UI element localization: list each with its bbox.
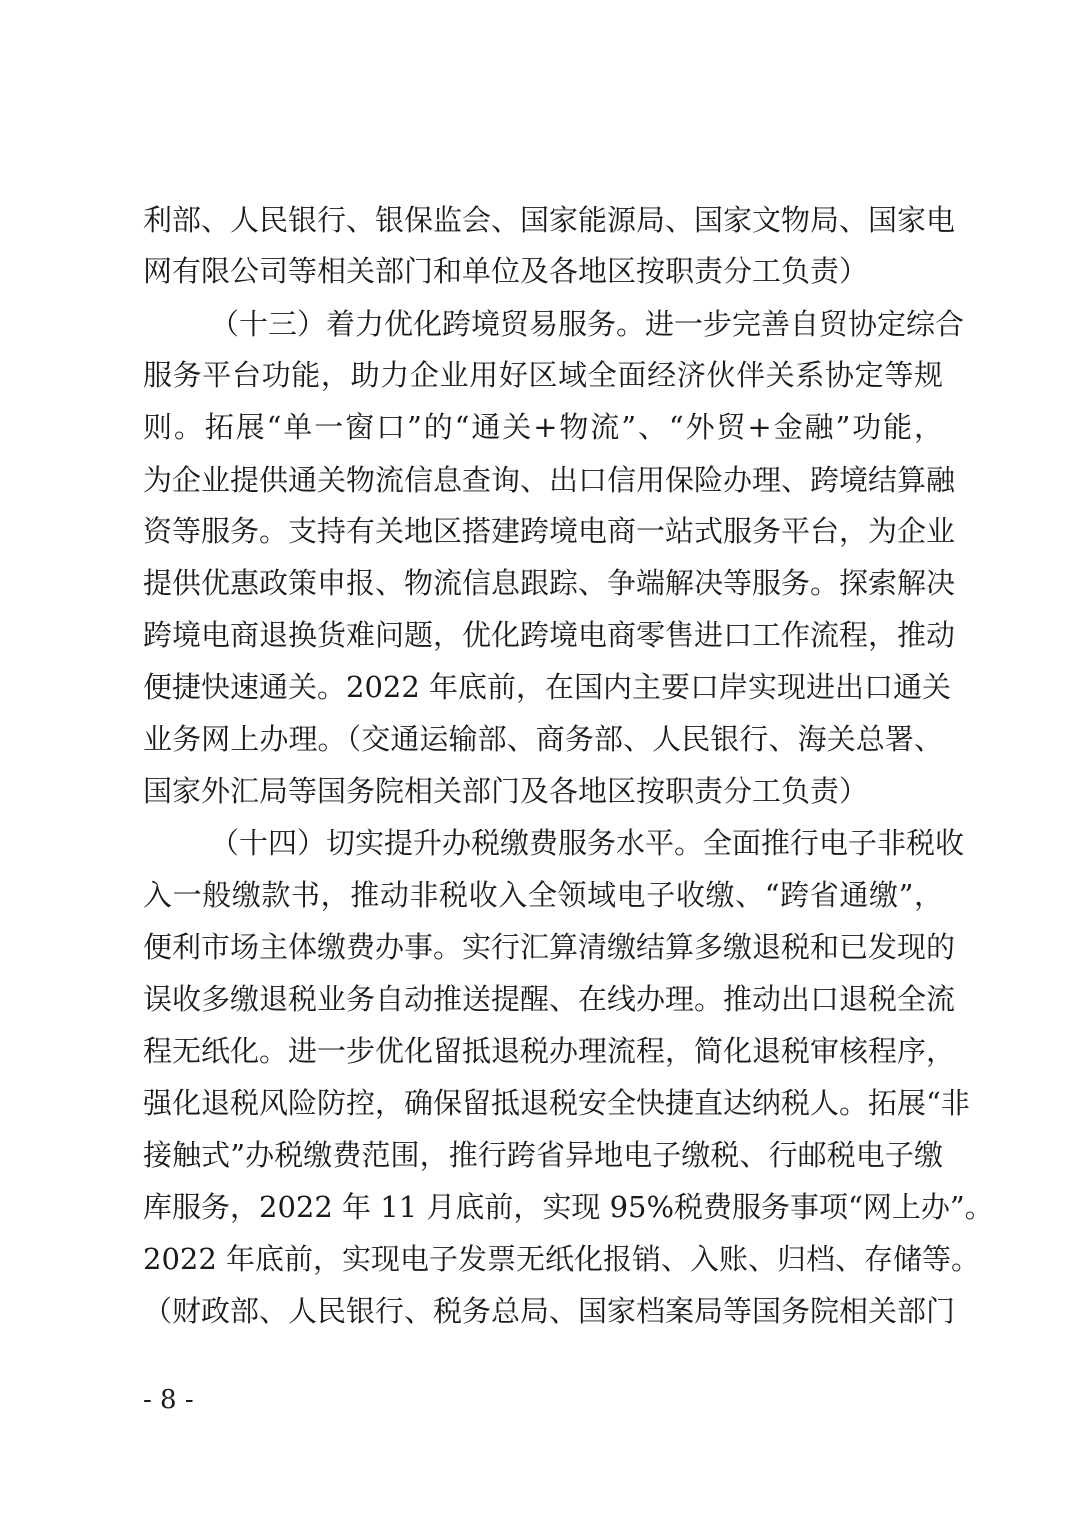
body-text-line: 程无纸化。进一步优化留抵退税办理流程，简化退税审核程序， — [143, 1034, 956, 1068]
page-number: - 8 - — [143, 1385, 194, 1415]
body-text-line: （财政部、人民银行、税务总局、国家档案局等国务院相关部门 — [143, 1294, 956, 1328]
body-text-line: 提供优惠政策申报、物流信息跟踪、争端解决等服务。探索解决 — [143, 566, 956, 600]
body-text-line: 网有限公司等相关部门和单位及各地区按职责分工负责） — [143, 254, 869, 288]
body-text-line: 资等服务。支持有关地区搭建跨境电商一站式服务平台，为企业 — [143, 514, 956, 548]
body-text-line: 误收多缴退税业务自动推送提醒、在线办理。推动出口退税全流 — [143, 982, 956, 1016]
body-text-line: 跨境电商退换货难问题，优化跨境电商零售进口工作流程，推动 — [143, 618, 956, 652]
body-text-line: 利部、人民银行、银保监会、国家能源局、国家文物局、国家电 — [143, 203, 956, 237]
body-text-line: 服务平台功能，助力企业用好区域全面经济伙伴关系协定等规 — [143, 358, 943, 392]
body-text-line: 便捷快速通关。2022 年底前，在国内主要口岸实现进出口通关 — [143, 670, 952, 704]
section-heading-line: （十三）着力优化跨境贸易服务。进一步完善自贸协定综合 — [210, 307, 965, 341]
body-text-line: 业务网上办理。（交通运输部、商务部、人民银行、海关总署、 — [143, 722, 943, 756]
section-heading-line: （十四）切实提升办税缴费服务水平。全面推行电子非税收 — [210, 826, 965, 860]
body-text-line: 库服务，2022 年 11 月底前，实现 95%税费服务事项“网上办”。 — [143, 1190, 994, 1224]
body-text-line: 入一般缴款书，推动非税收入全领域电子收缴、“跨省通缴”， — [143, 878, 943, 912]
body-text-line: 为企业提供通关物流信息查询、出口信用保险办理、跨境结算融 — [143, 463, 956, 497]
body-text-line: 国家外汇局等国务院相关部门及各地区按职责分工负责） — [143, 774, 869, 808]
body-text-line: 强化退税风险防控，确保留抵退税安全快捷直达纳税人。拓展“非 — [143, 1086, 970, 1120]
body-text-line: 则。拓展“单一窗口”的“通关+物流”、“外贸+金融”功能， — [143, 410, 943, 444]
body-text-line: 接触式”办税缴费范围，推行跨省异地电子缴税、行邮税电子缴 — [143, 1138, 943, 1172]
body-text-line: 2022 年底前，实现电子发票无纸化报销、入账、归档、存储等。 — [143, 1242, 981, 1276]
body-text-line: 便利市场主体缴费办事。实行汇算清缴结算多缴退税和已发现的 — [143, 930, 956, 964]
